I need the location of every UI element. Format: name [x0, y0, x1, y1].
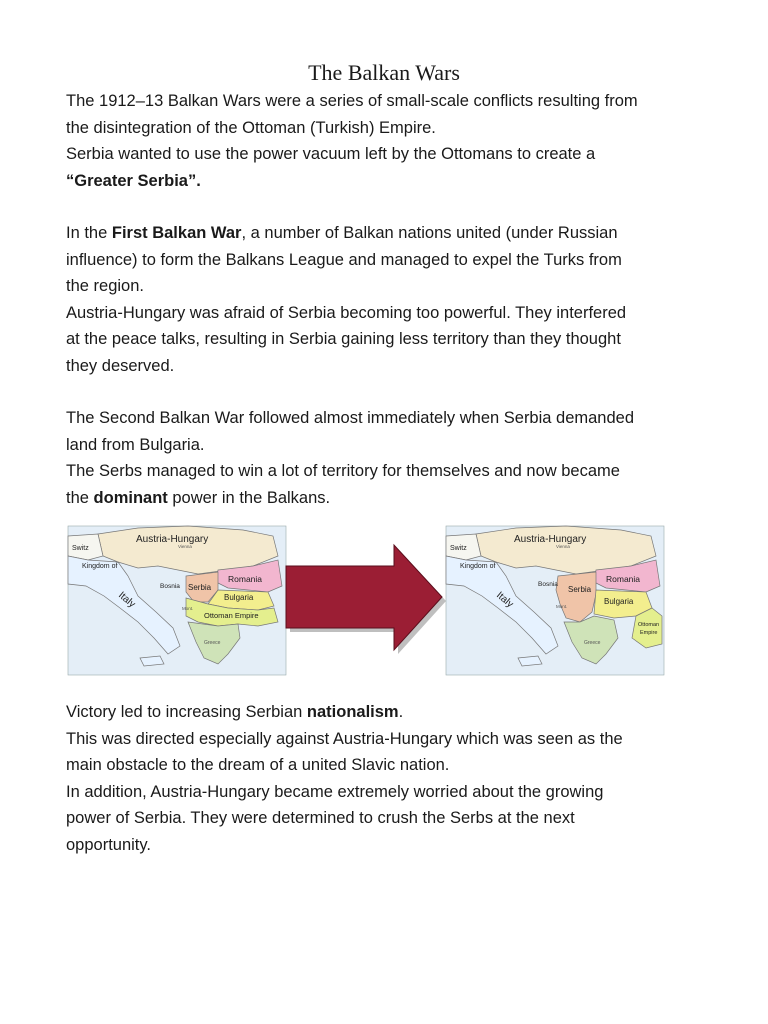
label-serbia: Serbia	[188, 583, 212, 592]
text-fragment: , a number of Balkan nations united (under Russian	[241, 224, 618, 242]
region-sicily	[518, 656, 542, 666]
text-line: Austria-Hungary was afraid of Serbia becoming too powerful. They interfered	[66, 303, 627, 322]
label-vienna: Vienna	[556, 544, 570, 549]
label-austria-hungary: Austria-Hungary	[136, 534, 209, 545]
label-vienna: Vienna	[178, 544, 192, 549]
text-line: The Second Balkan War followed almost immediately when Serbia demanded	[66, 409, 635, 427]
label-italy: Italy	[494, 589, 516, 611]
text-line: land from Bulgaria.	[66, 435, 205, 454]
text-line: This was directed especially against Austria-Hungary which was seen as the	[66, 729, 623, 748]
label-mont: Mont.	[556, 604, 568, 609]
label-kingdom-of: Kingdom of	[82, 563, 118, 570]
text-line: the region.	[66, 277, 144, 295]
aftermath-paragraph	[66, 699, 716, 858]
text-line: The Serbs managed to win a lot of territory for themselves and now became	[66, 462, 620, 480]
text-line: opportunity.	[66, 835, 151, 854]
text-line	[66, 699, 716, 726]
label-bosnia: Bosnia	[538, 581, 558, 588]
region-sicily	[140, 656, 164, 666]
first-balkan-war-emphasis: First Balkan War	[111, 224, 242, 242]
map-before	[68, 526, 286, 675]
text-fragment: .	[398, 703, 404, 721]
text-fragment: In the	[66, 224, 112, 242]
page-title: The Balkan Wars	[308, 60, 460, 85]
label-bulgaria: Bulgaria	[224, 593, 254, 602]
label-greece: Greece	[204, 640, 221, 646]
text-line: In addition, Austria-Hungary became extremely worried about the growing	[66, 782, 604, 801]
text-line: influence) to form the Balkans League and managed to expel the Turks from	[66, 250, 622, 269]
label-ottoman-empire: Ottoman Empire	[204, 611, 259, 620]
text-fragment: Victory led to increasing Serbian	[66, 703, 307, 721]
nationalism-emphasis: nationalism	[306, 703, 399, 721]
text-line: the disintegration of the Ottoman (Turkish) Empire.	[66, 118, 436, 137]
arrow-shape	[286, 545, 442, 650]
label-bosnia: Bosnia	[160, 583, 180, 590]
label-empire: Empire	[640, 630, 658, 636]
greater-serbia-emphasis: “Greater Serbia”.	[66, 171, 201, 190]
label-italy: Italy	[116, 589, 138, 611]
label-kingdom-of: Kingdom of	[460, 563, 496, 570]
label-romania: Romania	[606, 574, 641, 584]
label-mont: Mont.	[182, 606, 194, 611]
label-greece: Greece	[584, 640, 601, 646]
text-fragment: power in the Balkans.	[167, 488, 331, 507]
label-romania: Romania	[228, 574, 263, 584]
text-fragment: the	[66, 488, 94, 507]
dominant-emphasis: dominant	[93, 488, 168, 507]
text-line: at the peace talks, resulting in Serbia gaining less territory than they thought	[66, 330, 621, 348]
text-line: main obstacle to the dream of a united Slavic nation.	[66, 756, 450, 774]
label-switz: Switz	[450, 545, 467, 552]
text-line: power of Serbia. They were determined to crush the Serbs at the next	[66, 809, 575, 827]
text-line: The 1912–13 Balkan Wars were a series of small-scale conflicts resulting from	[66, 92, 638, 110]
right-arrow-icon	[286, 545, 446, 654]
label-serbia: Serbia	[568, 585, 592, 594]
text-line: Serbia wanted to use the power vacuum left by the Ottomans to create a	[66, 145, 596, 163]
label-austria-hungary: Austria-Hungary	[514, 534, 587, 545]
label-switz: Switz	[72, 545, 89, 552]
label-bulgaria: Bulgaria	[604, 597, 634, 606]
text-line: they deserved.	[66, 356, 175, 375]
map-after	[446, 526, 664, 675]
label-ottoman: Ottoman	[638, 622, 660, 628]
